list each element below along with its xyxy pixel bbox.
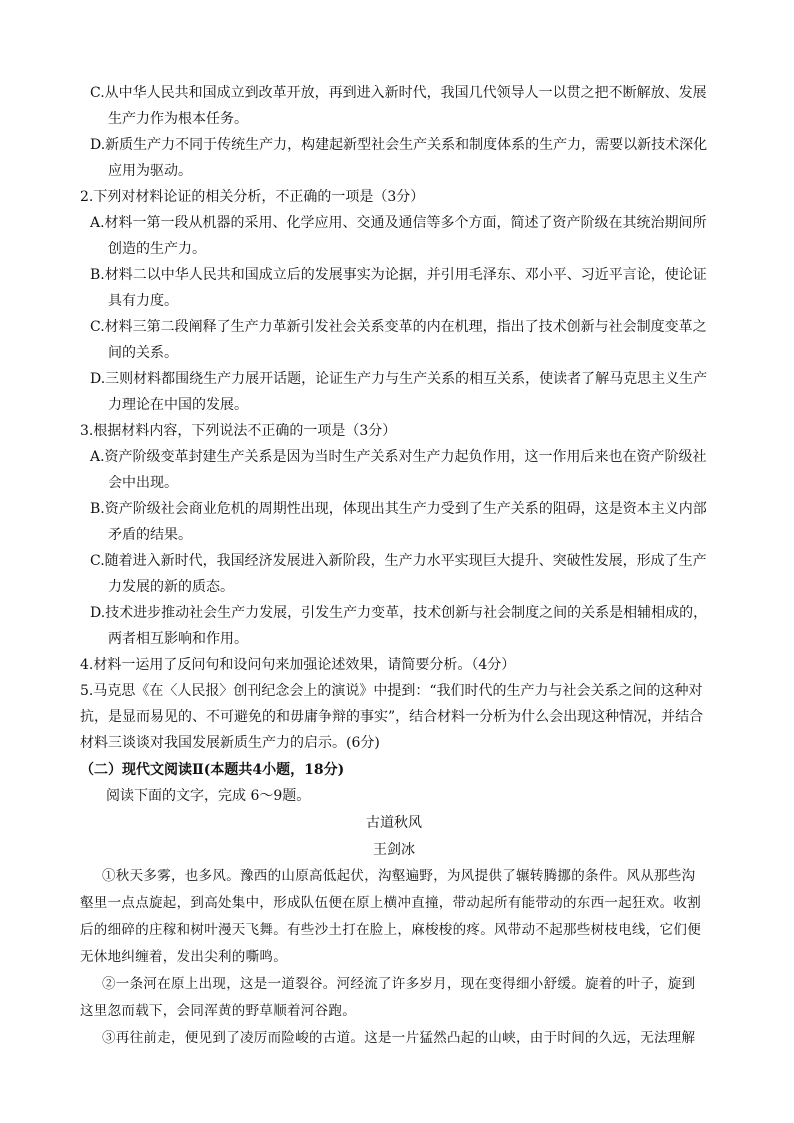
option-continuation: 具有力度。 xyxy=(108,293,178,309)
option-line: B.材料二以中华人民共和国成立后的发展事实为论据，并引用毛泽东、邓小平、习近平言论，使论证 xyxy=(90,267,707,283)
option-line: D.新质生产力不同于传统生产力，构建起新型社会生产关系和制度体系的生产力，需要以新技术深化 xyxy=(90,137,708,153)
question-line: 3.根据材料内容，下列说法不正确的一项是（3分） xyxy=(80,423,397,439)
option-line: C.随着进入新时代，我国经济发展进入新阶段，生产力水平实现巨大提升、突破性发展，形成了生产 xyxy=(90,553,707,569)
question-line: 5.马克思《在〈人民报〉创刊纪念会上的演说》中提到：“我们时代的生产力与社会关系之间的这种对 xyxy=(80,683,703,699)
section-title: （二）现代文阅读Ⅱ(本题共4小题，18分) xyxy=(80,762,345,778)
option-continuation: 矛盾的结果。 xyxy=(108,527,192,543)
passage-line: 无休地纠缠着，发出尖利的嘶鸣。 xyxy=(80,949,287,965)
option-line: A.资产阶级变革封建生产关系是因为当时生产关系对生产力起负作用，这一作用后来也在资产阶级社 xyxy=(90,449,707,465)
reading-instruction: 阅读下面的文字，完成 6～9题。 xyxy=(106,788,311,804)
passage-line: 壑里一点点旋起，到高处集中，形成队伍便在原上横冲直撞，带动起所有能带动的东西一起狂欢。收割 xyxy=(80,895,701,911)
option-line: D.三则材料都围绕生产力展开话题，论证生产力与生产关系的相互关系，使读者了解马克思主义生产 xyxy=(90,371,708,387)
option-continuation: 会中出现。 xyxy=(108,475,178,491)
question-line: 2.下列对材料论证的相关分析，不正确的一项是（3分） xyxy=(80,189,425,205)
article-title: 古道秋风 xyxy=(366,815,422,831)
option-line: A.材料一第一段从机器的采用、化学应用、交通及通信等多个方面，简述了资产阶级在其统治期间所 xyxy=(90,215,707,231)
question-line: 材料三谈谈对我国发展新质生产力的启示。(6分) xyxy=(80,735,380,751)
article-author: 王剑冰 xyxy=(373,842,415,858)
option-continuation: 力理论在中国的发展。 xyxy=(108,397,248,413)
option-continuation: 应用为驱动。 xyxy=(108,163,192,179)
passage-line: ③再往前走，便见到了凌厉而险峻的古道。这是一片猛然凸起的山峡，由于时间的久远，无法理解 xyxy=(102,1030,696,1046)
passage-line: 这里忽而载下，会同浑黄的野草顺着河谷跑。 xyxy=(80,1003,356,1019)
question-line: 抗，是显而易见的、不可避免的和毋庸争辩的事实”，结合材料一分析为什么会出现这种情况，并结合 xyxy=(80,709,704,725)
option-continuation: 力发展的新的质态。 xyxy=(108,579,234,595)
passage-block xyxy=(80,863,708,1052)
question-line: 4.材料一运用了反问句和设问句来加强论述效果，请简要分析。（4分） xyxy=(80,657,516,673)
option-line: B.资产阶级社会商业危机的周期性出现，体现出其生产力受到了生产关系的阻碍，这是资本主义内部 xyxy=(90,501,707,517)
option-continuation: 生产力作为根本任务。 xyxy=(108,111,248,127)
passage-line: ②一条河在原上出现，这是一道裂谷。河经流了许多岁月，现在变得细小舒缓。旋着的叶子，旋到 xyxy=(102,976,696,992)
option-continuation: 间的关系。 xyxy=(108,345,178,361)
passage-line: ①秋天多雾，也多风。豫西的山原高低起伏，沟壑遍野，为风提供了辗转腾挪的条件。风从那些沟 xyxy=(102,868,696,884)
option-line: D.技术进步推动社会生产力发展，引发生产力变革，技术创新与社会制度之间的关系是相辅相成的， xyxy=(90,605,708,621)
option-continuation: 创造的生产力。 xyxy=(108,241,206,257)
option-line: C.从中华人民共和国成立到改革开放，再到进入新时代，我国几代领导人一以贯之把不断解放、发展 xyxy=(90,85,707,101)
question-block xyxy=(80,80,708,756)
option-continuation: 两者相互影响和作用。 xyxy=(108,631,248,647)
option-line: C.材料三第二段阐释了生产力革新引发社会关系变革的内在机理，指出了技术创新与社会制度变革之 xyxy=(90,319,707,335)
passage-line: 后的细碎的庄稼和树叶漫天飞舞。有些沙土打在脸上，麻梭梭的疼。风带动不起那些树枝电线，它们便 xyxy=(80,922,701,938)
